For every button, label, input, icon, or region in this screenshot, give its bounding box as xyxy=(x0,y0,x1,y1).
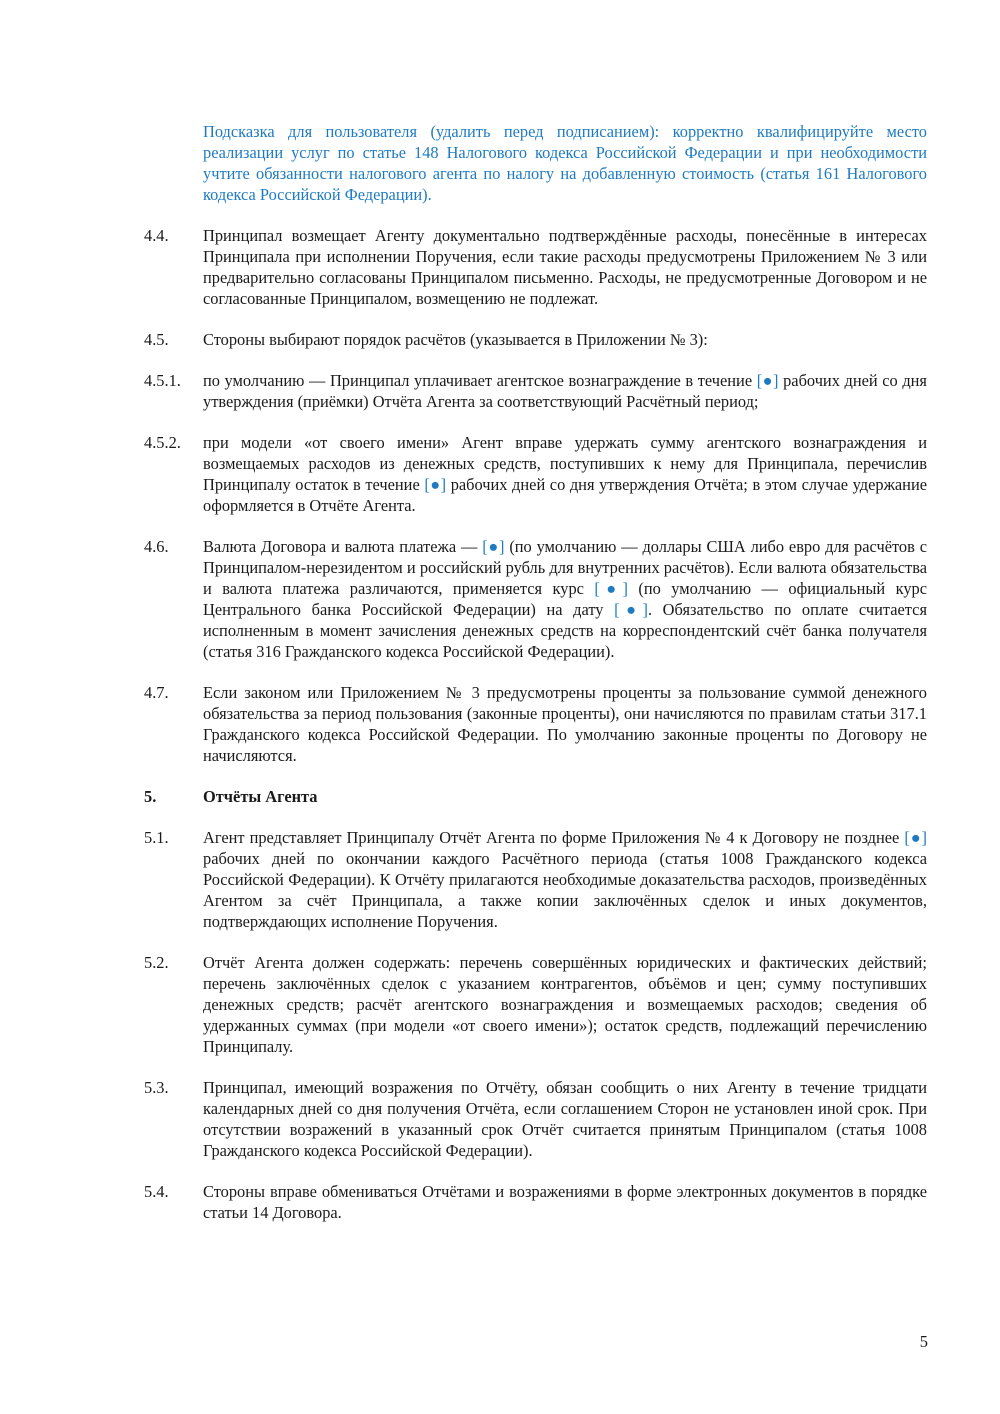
clause-text: Принципал, имеющий возражения по Отчёту, обязан сообщить о них Агенту в течение тридцати календарных дней со дня получения Отчёта, если соглашением Сторон не установлен иной срок. При отсутствии возражений в указанный срок Отчёт считается принятым Принципалом (статья 1008 Гражданского кодекса Российской Федерации). xyxy=(203,1078,927,1160)
clause-number: 4.5.1. xyxy=(144,371,181,390)
clause-text xyxy=(203,370,927,412)
text-part: Агент представляет Принципалу Отчёт Агента по форме Приложения № 4 к Договору не позднее xyxy=(203,828,905,847)
text-part: . Обязательство по оплате считается исполненным в момент зачисления денежных средств на корреспондентский счёт банка получателя (статья 316 Гражданского кодекса Российской Федерации). xyxy=(203,600,927,661)
clause-number: 4.7. xyxy=(144,683,169,702)
section-5-heading xyxy=(144,786,927,807)
text-part: Валюта Договора и валюта платежа — xyxy=(203,537,483,556)
clause-text xyxy=(203,827,927,932)
clause-5-3 xyxy=(144,1077,927,1161)
clause-5-2 xyxy=(144,952,927,1057)
clause-text xyxy=(203,536,927,662)
placeholder-field: [●] xyxy=(904,828,927,847)
clause-4-5 xyxy=(144,329,927,350)
clause-4-5-2 xyxy=(144,432,927,516)
clause-number: 4.5. xyxy=(144,330,169,349)
clause-text xyxy=(203,432,927,516)
section-title: Отчёты Агента xyxy=(203,787,318,806)
user-hint: Подсказка для пользователя (удалить перед подписанием): корректно квалифицируйте место реализации услуг по статье 148 Налогового кодекса Российской Федерации и при необходимости учтите обязанности налогового агента по налогу на добавленную стоимость (статья 161 Налогового кодекса Российской Федерации). xyxy=(203,122,927,204)
placeholder-field: [●] xyxy=(594,579,628,598)
clause-text: Стороны выбирают порядок расчётов (указывается в Приложении № 3): xyxy=(203,330,708,349)
section-number: 5. xyxy=(144,787,157,806)
clause-number: 5.2. xyxy=(144,953,169,972)
text-part: (по умолчанию — доллары США либо евро для расчётов с Принципалом-нерезидентом и российский рубль для внутренних расчётов). Если валюта обязательства и валюта платежа различаются, применяется курс xyxy=(203,537,927,598)
clause-4-6 xyxy=(144,536,927,662)
clause-text: Стороны вправе обмениваться Отчётами и возражениями в форме электронных документов в порядке статьи 14 Договора. xyxy=(203,1182,927,1222)
text-part: по умолчанию — Принципал уплачивает агентское вознаграждение в течение xyxy=(203,371,757,390)
placeholder-field: [●] xyxy=(614,600,648,619)
clause-number: 4.6. xyxy=(144,537,169,556)
clause-5-4 xyxy=(144,1181,927,1223)
clause-4-5-1 xyxy=(144,370,927,412)
clause-number: 5.1. xyxy=(144,828,169,847)
clause-text: Принципал возмещает Агенту документально подтверждённые расходы, понесённые в интересах Принципала при исполнении Поручения, если такие расходы предусмотрены Приложением № 3 или предварительно согласованы Принципалом письменно. Расходы, не предусмотренные Договором и не согласованные Принципалом, возмещению не подлежат. xyxy=(203,226,927,308)
clause-text: Отчёт Агента должен содержать: перечень совершённых юридических и фактических действий; перечень заключённых сделок с указанием контрагентов, объёмов и цен; сумму поступивших денежных средств; расчёт агентского вознаграждения и возмещаемых расходов; сведения об удержанных суммах (при модели «от своего имени»); остаток средств, подлежащий перечислению Принципалу. xyxy=(203,953,927,1056)
clause-4-4 xyxy=(144,225,927,309)
clause-5-1 xyxy=(144,827,927,932)
placeholder-field: [●] xyxy=(482,537,505,556)
text-part: рабочих дней со дня утверждения Отчёта; в этом случае удержание оформляется в Отчёте Агента. xyxy=(203,475,927,515)
clause-number: 5.4. xyxy=(144,1182,169,1201)
text-part: рабочих дней по окончании каждого Расчётного периода (статья 1008 Гражданского кодекса Российской Федерации). К Отчёту прилагаются необходимые доказательства расходов, произведённых Агентом за счёт Принципала, а также копии заключённых сделок и иных документов, подтверждающих исполнение Поручения. xyxy=(203,849,927,931)
document-body xyxy=(144,121,927,1243)
page-number: 5 xyxy=(919,1332,928,1351)
clause-number: 4.5.2. xyxy=(144,433,181,452)
text-part: (по умолчанию — официальный курс Центрального банка Российской Федерации) на дату xyxy=(203,579,927,619)
clause-number: 5.3. xyxy=(144,1078,169,1097)
text-part: при модели «от своего имени» Агент вправе удержать сумму агентского вознаграждения и возмещаемых расходов из денежных средств, поступивших к нему для Принципала, перечислив Принципалу остаток в течение xyxy=(203,433,927,494)
clause-number: 4.4. xyxy=(144,226,169,245)
text-part: рабочих дней со дня утверждения (приёмки) Отчёта Агента за соответствующий Расчётный период; xyxy=(203,371,927,411)
clause-4-7 xyxy=(144,682,927,766)
clause-text: Если законом или Приложением № 3 предусмотрены проценты за пользование суммой денежного обязательства за период пользования (законные проценты), они начисляются по правилам статьи 317.1 Гражданского кодекса Российской Федерации. По умолчанию законные проценты по Договору не начисляются. xyxy=(203,683,927,765)
placeholder-field: [●] xyxy=(424,475,447,494)
placeholder-field: [●] xyxy=(756,371,779,390)
